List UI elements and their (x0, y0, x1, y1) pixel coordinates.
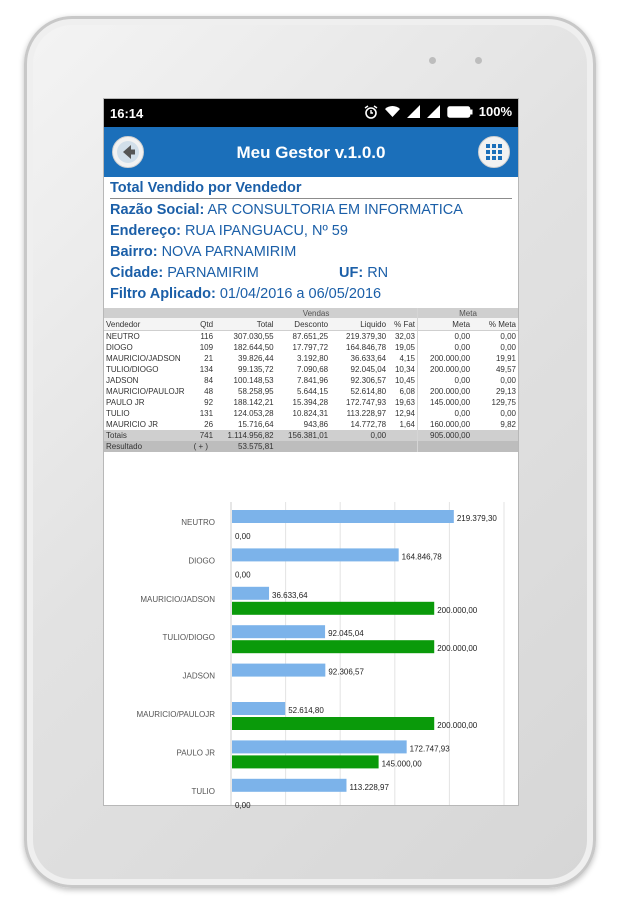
table-header-row (104, 318, 518, 331)
status-bar (104, 99, 518, 127)
status-time: 16:14 (110, 106, 144, 121)
totals-cell: 1.114.956,82 (215, 430, 276, 441)
table-cell: 92.306,57 (350, 376, 387, 385)
table-cell: 0,00 (500, 343, 516, 352)
bar (232, 779, 346, 792)
table-cell: MAURICIO/JADSON (106, 354, 181, 363)
razao-label: Razão Social: (110, 202, 205, 218)
category-label: TULIO (191, 786, 215, 796)
table-cell: 92.045,04 (350, 365, 387, 374)
table-totals-row (104, 430, 518, 441)
table-cell: 29,13 (495, 387, 516, 396)
bar (232, 702, 285, 715)
bar (232, 755, 379, 768)
table-cell: 145.000,00 (418, 397, 473, 408)
data-label: 172.747,93 (409, 744, 450, 754)
category-label: MAURICIO/JADSON (140, 594, 215, 604)
category-label: MAURICIO/PAULOJR (136, 710, 215, 719)
table-cell: 3.192,80 (296, 354, 329, 363)
table-cell: 87.651,25 (292, 332, 329, 341)
column-header: % Fat (388, 318, 417, 331)
table-cell: 1,64 (399, 420, 416, 429)
alarm-icon (364, 105, 378, 119)
battery-icon (447, 106, 473, 118)
table-cell: 200.000,00 (418, 353, 473, 364)
table-cell: 113.228,97 (346, 409, 387, 418)
sensor (475, 57, 482, 64)
category-label: TULIO/DIOGO (162, 633, 215, 643)
table-cell: 48 (204, 387, 214, 396)
table-cell: 131 (199, 409, 214, 418)
result-cell: ( + ) (187, 441, 216, 452)
bar (232, 625, 325, 638)
table-cell: 7.841,96 (296, 376, 329, 385)
table-cell: 129,75 (491, 398, 516, 407)
data-label: 200.000,00 (437, 644, 478, 654)
table-cell: NEUTRO (106, 332, 140, 341)
table-cell: MAURICIO JR (106, 420, 158, 429)
filtro-value: 01/04/2016 a 06/05/2016 (219, 286, 382, 302)
table-cell: 0,00 (500, 409, 516, 418)
data-label: 113.228,97 (349, 782, 389, 792)
totals-cell: Totais (104, 430, 187, 441)
table-cell: 0,00 (418, 375, 473, 386)
table-cell: 19,05 (394, 343, 416, 352)
bairro-value: NOVA PARNAMIRIM (161, 244, 297, 260)
table-cell: 109 (199, 343, 214, 352)
table-cell: TULIO/DIOGO (106, 365, 159, 374)
table-cell: 0,00 (500, 376, 516, 385)
table-row[interactable] (104, 331, 518, 343)
totals-cell: 156.381,01 (276, 430, 331, 441)
endereco-line (110, 221, 512, 242)
table-cell: 0,00 (418, 342, 473, 353)
result-cell: 53.575,81 (215, 441, 276, 452)
front-camera (429, 57, 436, 64)
uf-label: UF: (339, 265, 364, 281)
table-row[interactable] (104, 397, 518, 408)
result-cell (472, 441, 518, 452)
table-cell: 12,94 (394, 409, 416, 418)
table-cell: 100.148,53 (233, 376, 274, 385)
column-header: Desconto (276, 318, 331, 331)
bar (232, 602, 434, 615)
table-cell: 6,08 (399, 387, 416, 396)
table-cell: 124.053,28 (233, 409, 274, 418)
table-cell: 14.772,78 (350, 420, 387, 429)
data-label: 0,00 (235, 570, 251, 580)
data-label: 0,00 (235, 800, 251, 810)
column-header: Total (215, 318, 276, 331)
device-screen (104, 99, 518, 810)
table-cell: 200.000,00 (418, 386, 473, 397)
result-cell (276, 441, 331, 452)
table-cell: 58.258,95 (238, 387, 274, 396)
table-row[interactable] (104, 375, 518, 386)
table-cell: 943,86 (303, 420, 329, 429)
table-cell: 307.030,55 (233, 332, 274, 341)
table-row[interactable] (104, 386, 518, 397)
cidade-label: Cidade: (110, 265, 164, 281)
table-cell: 188.142,21 (233, 398, 274, 407)
column-header: % Meta (472, 318, 518, 331)
table-body (104, 331, 518, 431)
table-cell: 99.135,72 (238, 365, 274, 374)
table-cell: 19,91 (495, 354, 516, 363)
table-cell: 4,15 (399, 354, 416, 363)
bar (232, 510, 454, 523)
table-row[interactable] (104, 419, 518, 430)
bairro-line (110, 242, 512, 263)
table-cell: 39.826,44 (238, 354, 274, 363)
data-label: 92.045,04 (328, 629, 364, 639)
table-cell: 10,34 (394, 365, 416, 374)
table-row[interactable] (104, 353, 518, 364)
data-label: 52.614,80 (288, 706, 324, 715)
totals-cell (472, 430, 518, 441)
table-cell: 134 (199, 365, 214, 374)
data-label: 200.000,00 (437, 721, 478, 730)
table-cell: TULIO (106, 409, 130, 418)
table-cell: 172.747,93 (346, 398, 387, 407)
data-label: 0,00 (235, 532, 251, 541)
column-header: Qtd (187, 318, 216, 331)
cidade-value: PARNAMIRIM (167, 265, 259, 281)
uf-value: RN (367, 265, 389, 281)
category-label: PAULO JR (176, 748, 215, 758)
table-cell: 5.644,15 (296, 387, 329, 396)
group-vendas: Vendas (215, 308, 417, 318)
app-header (104, 127, 518, 177)
table-cell: JADSON (106, 376, 139, 385)
data-label: 145.000,00 (381, 759, 422, 769)
bar (232, 640, 434, 653)
category-label: DIOGO (188, 556, 215, 566)
table-cell: 19,63 (394, 398, 416, 407)
bar-chart (104, 492, 518, 810)
table-cell: 164.846,78 (346, 343, 387, 352)
table-cell: 0,00 (418, 331, 473, 343)
group-meta: Meta (418, 308, 518, 318)
table-cell: 32,03 (394, 332, 416, 341)
filtro-label: Filtro Aplicado: (110, 286, 216, 302)
table-cell: 10,45 (394, 376, 416, 385)
grid-menu-icon (479, 137, 509, 167)
table-cell: 52.614,80 (350, 387, 387, 396)
table-cell: DIOGO (106, 343, 133, 352)
bar (232, 587, 269, 600)
menu-button[interactable] (478, 136, 510, 168)
column-header: Meta (418, 318, 473, 331)
data-label: 164.846,78 (401, 552, 442, 562)
table-cell: 15.394,28 (292, 398, 329, 407)
totals-cell: 741 (187, 430, 216, 441)
result-cell (330, 441, 388, 452)
category-label: JADSON (182, 671, 215, 681)
bar (232, 740, 407, 753)
table-cell: 200.000,00 (418, 364, 473, 375)
column-header: Liquido (330, 318, 388, 331)
category-label: NEUTRO (181, 518, 215, 527)
table-cell: 160.000,00 (418, 419, 473, 430)
signal-icon (427, 105, 441, 118)
data-label: 36.633,64 (272, 590, 308, 600)
table-row[interactable] (104, 408, 518, 419)
table-cell: 49,57 (495, 365, 516, 374)
table-cell: 15.716,64 (238, 420, 274, 429)
table-cell: 0,00 (418, 408, 473, 419)
sales-table (104, 308, 518, 452)
table-row[interactable] (104, 364, 518, 375)
totals-cell (388, 430, 417, 441)
table-cell: 219.379,30 (346, 332, 387, 341)
uf-group (339, 263, 388, 284)
table-cell: 7.090,68 (296, 365, 329, 374)
app-title: Meu Gestor v.1.0.0 (236, 143, 386, 162)
bar (232, 548, 399, 561)
result-cell (418, 441, 473, 452)
razao-social-line (110, 200, 512, 221)
table-cell: 92 (204, 398, 214, 407)
bairro-label: Bairro: (110, 244, 158, 260)
table-row[interactable] (104, 342, 518, 353)
report-info (104, 177, 518, 305)
filtro-line (110, 284, 512, 305)
table-cell: 9,82 (500, 420, 516, 429)
endereco-label: Endereço: (110, 223, 181, 239)
data-label: 200.000,00 (437, 605, 478, 615)
table-cell: MAURICIO/PAULOJR (106, 387, 185, 396)
cidade-line (110, 263, 512, 284)
table-result-row (104, 441, 518, 452)
table-cell: PAULO JR (106, 398, 145, 407)
result-cell (388, 441, 417, 452)
table-cell: 84 (204, 376, 214, 385)
bar (232, 664, 325, 677)
data-label: 92.306,57 (328, 667, 364, 677)
data-label: 219.379,30 (456, 514, 497, 523)
wifi-icon (384, 105, 401, 118)
table-cell: 10.824,31 (292, 409, 329, 418)
table-cell: 0,00 (500, 332, 516, 341)
report-title: Total Vendido por Vendedor (110, 180, 512, 199)
table-cell: 36.633,64 (350, 354, 387, 363)
table-cell: 21 (204, 354, 214, 363)
table-group-row (104, 308, 518, 318)
bar (232, 717, 434, 730)
battery-percent: 100% (478, 104, 512, 119)
razao-value: AR CONSULTORIA EM INFORMATICA (207, 202, 463, 218)
table-cell: 26 (204, 420, 214, 429)
signal-icon (407, 105, 421, 118)
endereco-value: RUA IPANGUACU, Nº 59 (184, 223, 348, 239)
sales-chart (104, 492, 518, 810)
result-cell: Resultado (104, 441, 187, 452)
table-cell: 116 (200, 332, 214, 341)
column-header: Vendedor (104, 318, 187, 331)
table-cell: 17.797,72 (292, 343, 329, 352)
table-cell: 182.644,50 (233, 343, 274, 352)
totals-cell: 0,00 (330, 430, 388, 441)
totals-cell: 905.000,00 (418, 430, 473, 441)
